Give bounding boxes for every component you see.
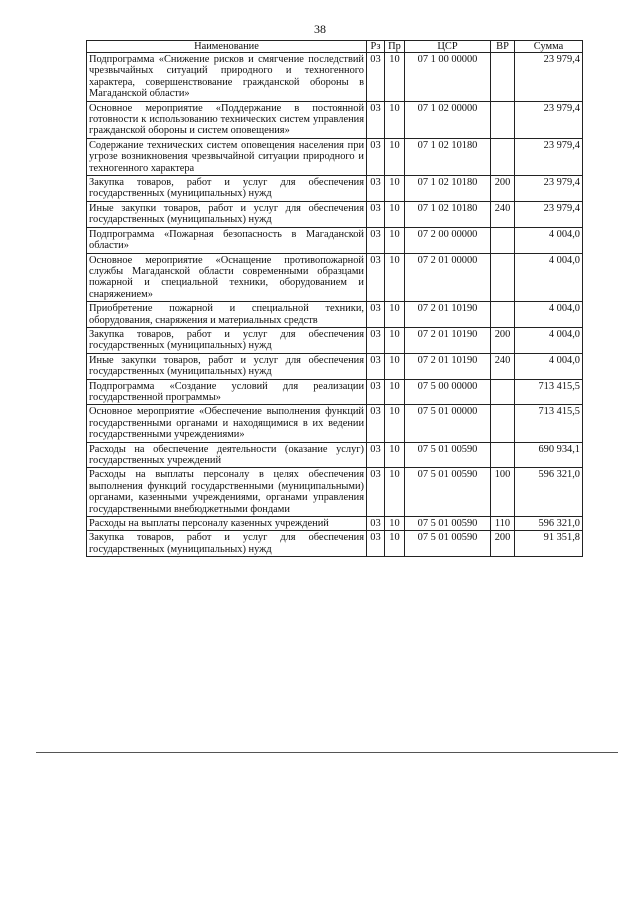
cell-sum: 690 934,1 — [515, 442, 583, 468]
cell-pr: 10 — [385, 353, 405, 379]
cell-csr: 07 5 01 00000 — [405, 405, 491, 442]
cell-pr: 10 — [385, 101, 405, 138]
cell-csr: 07 1 02 00000 — [405, 101, 491, 138]
cell-pr: 10 — [385, 53, 405, 102]
cell-csr: 07 1 02 10180 — [405, 176, 491, 202]
cell-name: Подпрограмма «Снижение рисков и смягчение последствий чрезвычайных ситуаций природного и техногенного характера, совершенствование гражданской обороны в Магаданской области» — [87, 53, 367, 102]
table-row — [87, 468, 583, 517]
cell-sum: 23 979,4 — [515, 138, 583, 175]
cell-sum: 4 004,0 — [515, 227, 583, 253]
cell-name: Закупка товаров, работ и услуг для обеспечения государственных (муниципальных) нужд — [87, 531, 367, 557]
cell-rz: 03 — [367, 379, 385, 405]
cell-csr: 07 1 02 10180 — [405, 201, 491, 227]
cell-pr: 10 — [385, 379, 405, 405]
table-body — [87, 53, 583, 557]
cell-pr: 10 — [385, 176, 405, 202]
cell-rz: 03 — [367, 253, 385, 302]
cell-name: Подпрограмма «Пожарная безопасность в Магаданской области» — [87, 227, 367, 253]
table-row — [87, 353, 583, 379]
cell-csr: 07 1 02 10180 — [405, 138, 491, 175]
table-row — [87, 253, 583, 302]
header-name: Наименование — [87, 41, 367, 53]
cell-sum: 596 321,0 — [515, 468, 583, 517]
cell-name: Приобретение пожарной и специальной техники, оборудования, снаряжения и материальных средств — [87, 302, 367, 328]
cell-pr: 10 — [385, 531, 405, 557]
cell-vr: 200 — [491, 176, 515, 202]
cell-rz: 03 — [367, 517, 385, 531]
cell-name: Закупка товаров, работ и услуг для обеспечения государственных (муниципальных) нужд — [87, 176, 367, 202]
header-row — [87, 41, 583, 53]
cell-rz: 03 — [367, 353, 385, 379]
cell-sum: 596 321,0 — [515, 517, 583, 531]
table-row — [87, 53, 583, 102]
cell-name: Основное мероприятие «Поддержание в постоянной готовности к использованию технических систем управления гражданской обороны и систем оповещения» — [87, 101, 367, 138]
cell-sum: 4 004,0 — [515, 353, 583, 379]
cell-vr — [491, 302, 515, 328]
cell-csr: 07 1 00 00000 — [405, 53, 491, 102]
cell-vr: 110 — [491, 517, 515, 531]
cell-name: Иные закупки товаров, работ и услуг для обеспечения государственных (муниципальных) нужд — [87, 353, 367, 379]
cell-rz: 03 — [367, 138, 385, 175]
cell-name: Расходы на выплаты персоналу казенных учреждений — [87, 517, 367, 531]
cell-sum: 23 979,4 — [515, 101, 583, 138]
bottom-rule — [36, 752, 618, 753]
table-row — [87, 327, 583, 353]
cell-name: Расходы на выплаты персоналу в целях обеспечения выполнения функций государственными (муниципальными) органами, казенными учреждениями, органами управления государственными внебюджетными фондами — [87, 468, 367, 517]
cell-vr — [491, 53, 515, 102]
cell-csr: 07 5 01 00590 — [405, 442, 491, 468]
cell-rz: 03 — [367, 101, 385, 138]
table-row — [87, 101, 583, 138]
cell-name: Расходы на обеспечение деятельности (оказание услуг) государственных учреждений — [87, 442, 367, 468]
cell-csr: 07 5 01 00590 — [405, 517, 491, 531]
cell-name: Основное мероприятие «Обеспечение выполнения функций государственными органами и находящимися в их ведении государственными учреждениями» — [87, 405, 367, 442]
cell-sum: 4 004,0 — [515, 327, 583, 353]
cell-sum: 4 004,0 — [515, 253, 583, 302]
header-vr: ВР — [491, 41, 515, 53]
table-row — [87, 176, 583, 202]
cell-name: Закупка товаров, работ и услуг для обеспечения государственных (муниципальных) нужд — [87, 327, 367, 353]
cell-sum: 91 351,8 — [515, 531, 583, 557]
table-row — [87, 517, 583, 531]
cell-pr: 10 — [385, 138, 405, 175]
cell-pr: 10 — [385, 468, 405, 517]
cell-vr — [491, 101, 515, 138]
cell-csr: 07 2 01 00000 — [405, 253, 491, 302]
cell-rz: 03 — [367, 53, 385, 102]
cell-sum: 23 979,4 — [515, 201, 583, 227]
cell-pr: 10 — [385, 442, 405, 468]
cell-rz: 03 — [367, 405, 385, 442]
cell-vr — [491, 405, 515, 442]
cell-sum: 4 004,0 — [515, 302, 583, 328]
cell-name: Иные закупки товаров, работ и услуг для обеспечения государственных (муниципальных) нужд — [87, 201, 367, 227]
cell-sum: 23 979,4 — [515, 53, 583, 102]
cell-pr: 10 — [385, 405, 405, 442]
table-row — [87, 302, 583, 328]
table-row — [87, 138, 583, 175]
cell-sum: 713 415,5 — [515, 405, 583, 442]
table-row — [87, 201, 583, 227]
cell-vr — [491, 442, 515, 468]
cell-rz: 03 — [367, 227, 385, 253]
cell-csr: 07 5 00 00000 — [405, 379, 491, 405]
cell-vr — [491, 138, 515, 175]
cell-vr — [491, 227, 515, 253]
cell-vr — [491, 379, 515, 405]
budget-table — [86, 40, 583, 557]
cell-pr: 10 — [385, 517, 405, 531]
header-rz: Рз — [367, 41, 385, 53]
cell-csr: 07 2 01 10190 — [405, 353, 491, 379]
cell-pr: 10 — [385, 227, 405, 253]
cell-vr: 100 — [491, 468, 515, 517]
cell-pr: 10 — [385, 253, 405, 302]
cell-csr: 07 2 01 10190 — [405, 327, 491, 353]
cell-name: Основное мероприятие «Оснащение противопожарной службы Магаданской области современными образцами пожарной и специальной техники, оборудованием и снаряжением» — [87, 253, 367, 302]
cell-sum: 23 979,4 — [515, 176, 583, 202]
cell-csr: 07 5 01 00590 — [405, 468, 491, 517]
cell-rz: 03 — [367, 176, 385, 202]
cell-pr: 10 — [385, 201, 405, 227]
cell-pr: 10 — [385, 302, 405, 328]
cell-rz: 03 — [367, 201, 385, 227]
table-row — [87, 227, 583, 253]
cell-pr: 10 — [385, 327, 405, 353]
cell-vr: 200 — [491, 531, 515, 557]
cell-vr — [491, 253, 515, 302]
table-row — [87, 379, 583, 405]
cell-vr: 240 — [491, 353, 515, 379]
cell-name: Содержание технических систем оповещения населения при угрозе возникновения чрезвычайной ситуации природного и техногенного характера — [87, 138, 367, 175]
page-number: 38 — [314, 22, 326, 36]
cell-rz: 03 — [367, 468, 385, 517]
table-row — [87, 442, 583, 468]
header-pr: Пр — [385, 41, 405, 53]
cell-sum: 713 415,5 — [515, 379, 583, 405]
table-row — [87, 531, 583, 557]
header-sum: Сумма — [515, 41, 583, 53]
cell-rz: 03 — [367, 327, 385, 353]
cell-csr: 07 2 01 10190 — [405, 302, 491, 328]
cell-rz: 03 — [367, 531, 385, 557]
header-csr: ЦСР — [405, 41, 491, 53]
cell-rz: 03 — [367, 442, 385, 468]
cell-name: Подпрограмма «Создание условий для реализации государственной программы» — [87, 379, 367, 405]
cell-vr: 240 — [491, 201, 515, 227]
cell-vr: 200 — [491, 327, 515, 353]
cell-csr: 07 2 00 00000 — [405, 227, 491, 253]
table-row — [87, 405, 583, 442]
cell-csr: 07 5 01 00590 — [405, 531, 491, 557]
cell-rz: 03 — [367, 302, 385, 328]
